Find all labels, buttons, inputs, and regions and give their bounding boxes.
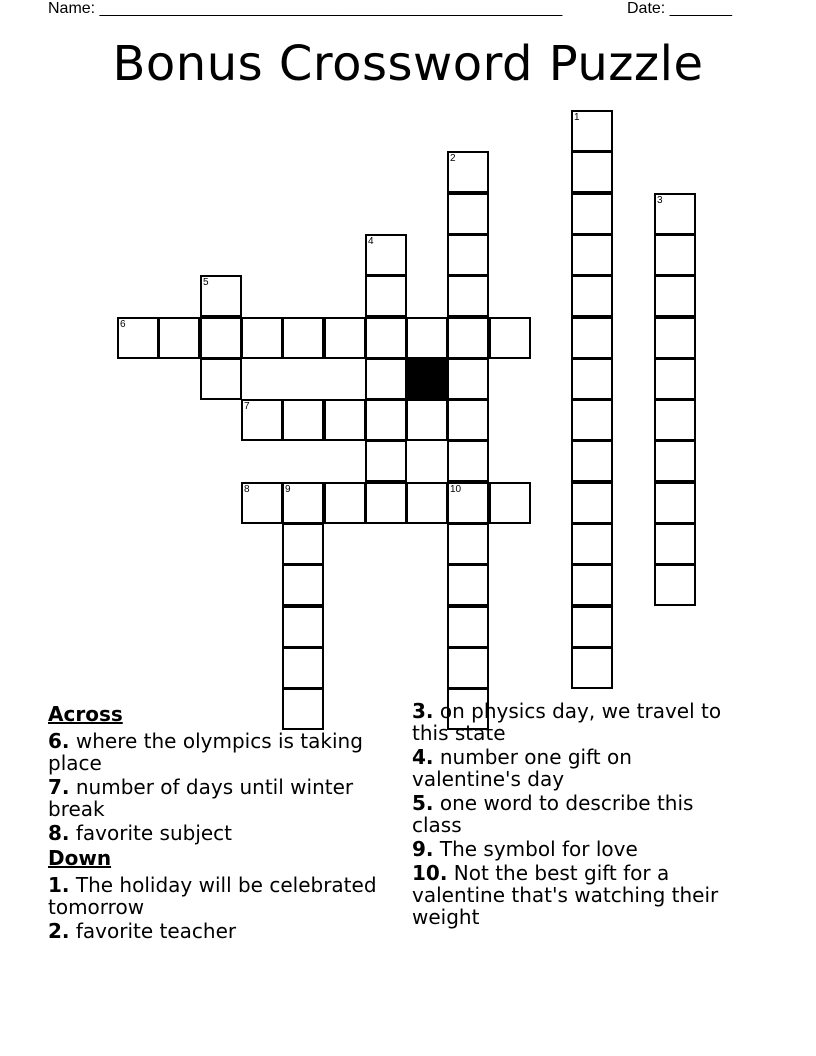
clues-column-left bbox=[48, 700, 388, 944]
clue-text: favorite subject bbox=[75, 821, 233, 845]
cell-number: 10 bbox=[450, 484, 462, 495]
grid-cell[interactable] bbox=[571, 399, 613, 441]
clue-down-4 bbox=[412, 746, 742, 790]
grid-cell[interactable] bbox=[571, 151, 613, 193]
grid-cell[interactable] bbox=[406, 482, 448, 524]
clue-down-9 bbox=[412, 838, 742, 860]
grid-cell[interactable] bbox=[282, 564, 324, 606]
grid-cell[interactable] bbox=[447, 399, 489, 441]
clue-across-6 bbox=[48, 730, 388, 774]
grid-cell[interactable] bbox=[447, 440, 489, 482]
cell-number: 1 bbox=[574, 112, 580, 123]
grid-cell[interactable] bbox=[117, 317, 159, 359]
grid-cell[interactable] bbox=[654, 482, 696, 524]
clue-text: The holiday will be celebrated tomorrow bbox=[48, 873, 377, 919]
grid-cell[interactable] bbox=[200, 275, 242, 317]
grid-cell[interactable] bbox=[447, 275, 489, 317]
clue-down-10 bbox=[412, 862, 742, 928]
grid-cell[interactable] bbox=[282, 482, 324, 524]
grid-cell[interactable] bbox=[406, 317, 448, 359]
grid-cell[interactable] bbox=[282, 399, 324, 441]
grid-cell[interactable] bbox=[365, 440, 407, 482]
clue-text: favorite teacher bbox=[75, 919, 237, 943]
grid-cell[interactable] bbox=[241, 317, 283, 359]
grid-cell[interactable] bbox=[571, 234, 613, 276]
grid-cell[interactable] bbox=[654, 523, 696, 565]
grid-cell[interactable] bbox=[406, 399, 448, 441]
cell-number: 5 bbox=[203, 277, 209, 288]
grid-cell[interactable] bbox=[324, 317, 366, 359]
clue-across-7 bbox=[48, 776, 388, 820]
page-title: Bonus Crossword Puzzle bbox=[112, 36, 704, 92]
cell-number: 3 bbox=[657, 195, 663, 206]
grid-cell[interactable] bbox=[324, 482, 366, 524]
clue-text: on physics day, we travel to this state bbox=[412, 699, 722, 745]
grid-cell[interactable] bbox=[447, 606, 489, 648]
grid-cell[interactable] bbox=[241, 399, 283, 441]
clue-number: 6. bbox=[48, 729, 70, 753]
grid-cell[interactable] bbox=[365, 482, 407, 524]
grid-cell[interactable] bbox=[282, 317, 324, 359]
clue-number: 8. bbox=[48, 821, 70, 845]
grid-cell[interactable] bbox=[447, 482, 489, 524]
grid-cell[interactable] bbox=[571, 275, 613, 317]
grid-cell[interactable] bbox=[447, 358, 489, 400]
grid-cell[interactable] bbox=[200, 358, 242, 400]
grid-cell[interactable] bbox=[654, 358, 696, 400]
grid-cell[interactable] bbox=[571, 647, 613, 689]
clue-number: 3. bbox=[412, 699, 434, 723]
grid-cell[interactable] bbox=[654, 275, 696, 317]
grid-cell[interactable] bbox=[282, 647, 324, 689]
grid-cell[interactable] bbox=[654, 440, 696, 482]
grid-cell[interactable] bbox=[447, 523, 489, 565]
clue-text: where the olympics is taking place bbox=[48, 729, 363, 775]
grid-cell[interactable] bbox=[447, 193, 489, 235]
grid-cell[interactable] bbox=[365, 317, 407, 359]
grid-cell[interactable] bbox=[447, 234, 489, 276]
clue-text: number one gift on valentine's day bbox=[412, 745, 632, 791]
clue-down-1 bbox=[48, 874, 388, 918]
grid-cell[interactable] bbox=[654, 399, 696, 441]
name-field[interactable]: Name: ____________________________________________________ bbox=[48, 0, 563, 17]
grid-cell[interactable] bbox=[282, 606, 324, 648]
grid-cell[interactable] bbox=[571, 317, 613, 359]
grid-cell[interactable] bbox=[447, 564, 489, 606]
grid-cell[interactable] bbox=[447, 151, 489, 193]
grid-cell[interactable] bbox=[324, 399, 366, 441]
grid-cell[interactable] bbox=[447, 317, 489, 359]
grid-cell[interactable] bbox=[571, 440, 613, 482]
grid-cell[interactable] bbox=[654, 234, 696, 276]
clue-number: 4. bbox=[412, 745, 434, 769]
clue-text: The symbol for love bbox=[439, 837, 638, 861]
grid-cell[interactable] bbox=[365, 234, 407, 276]
clues-column-right bbox=[412, 700, 742, 930]
clue-text: one word to describe this class bbox=[412, 791, 694, 837]
grid-cell[interactable] bbox=[571, 606, 613, 648]
clue-across-8 bbox=[48, 822, 388, 844]
grid-cell[interactable] bbox=[571, 523, 613, 565]
clue-text: Not the best gift for a valentine that's watching their weight bbox=[412, 861, 719, 929]
clue-text: number of days until winter break bbox=[48, 775, 354, 821]
grid-cell[interactable] bbox=[571, 193, 613, 235]
grid-block-cell bbox=[406, 358, 448, 400]
cell-number: 8 bbox=[244, 484, 250, 495]
across-heading: Across bbox=[48, 702, 123, 726]
grid-cell[interactable] bbox=[447, 647, 489, 689]
grid-cell[interactable] bbox=[365, 358, 407, 400]
grid-cell[interactable] bbox=[158, 317, 200, 359]
grid-cell[interactable] bbox=[654, 564, 696, 606]
grid-cell[interactable] bbox=[571, 110, 613, 152]
grid-cell[interactable] bbox=[654, 317, 696, 359]
grid-cell[interactable] bbox=[654, 193, 696, 235]
grid-cell[interactable] bbox=[241, 482, 283, 524]
clue-number: 10. bbox=[412, 861, 448, 885]
grid-cell[interactable] bbox=[571, 482, 613, 524]
clue-number: 7. bbox=[48, 775, 70, 799]
grid-cell[interactable] bbox=[365, 275, 407, 317]
grid-cell[interactable] bbox=[365, 399, 407, 441]
grid-cell[interactable] bbox=[282, 523, 324, 565]
clue-down-3 bbox=[412, 700, 742, 744]
cell-number: 6 bbox=[120, 319, 126, 330]
clue-number: 1. bbox=[48, 873, 70, 897]
clue-number: 2. bbox=[48, 919, 70, 943]
date-field[interactable]: Date: _______ bbox=[627, 0, 732, 17]
down-heading: Down bbox=[48, 846, 112, 870]
clue-down-5 bbox=[412, 792, 742, 836]
grid-cell[interactable] bbox=[571, 564, 613, 606]
clue-number: 5. bbox=[412, 791, 434, 815]
grid-cell[interactable] bbox=[489, 317, 531, 359]
clue-number: 9. bbox=[412, 837, 434, 861]
cell-number: 7 bbox=[244, 401, 250, 412]
grid-cell[interactable] bbox=[489, 482, 531, 524]
cell-number: 9 bbox=[285, 484, 291, 495]
clue-down-2 bbox=[48, 920, 388, 942]
grid-cell[interactable] bbox=[571, 358, 613, 400]
grid-cell[interactable] bbox=[200, 317, 242, 359]
cell-number: 2 bbox=[450, 153, 456, 164]
cell-number: 4 bbox=[368, 236, 374, 247]
